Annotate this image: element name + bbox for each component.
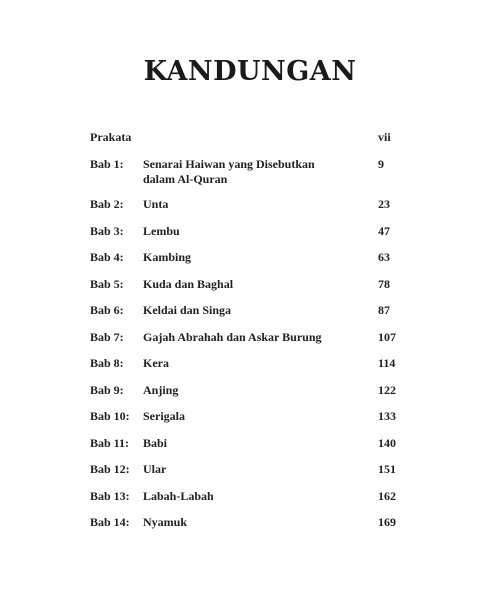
toc-entry-prakata[interactable] [90, 130, 410, 145]
toc-entry-title: Keldai dan Singa [143, 303, 232, 317]
toc-entry-title: Babi [143, 435, 168, 450]
toc-entry-page: 9 [378, 156, 384, 171]
toc-entry-bab-11[interactable] [90, 436, 410, 451]
toc-entry-page: 47 [378, 223, 390, 238]
toc-entry-label: Bab 4: [90, 250, 124, 264]
toc-entry-page: 140 [378, 435, 396, 450]
toc-entry-title: Anjing [143, 382, 179, 397]
toc-entry-label: Bab 1: [90, 156, 124, 171]
table-of-contents [90, 130, 410, 542]
toc-entry-title: Ular [143, 462, 167, 476]
toc-entry-bab-10[interactable] [90, 409, 410, 424]
toc-entry-title: Kuda dan Baghal [143, 276, 234, 291]
toc-entry-bab-8[interactable] [90, 356, 410, 371]
page-title: KANDUNGAN [143, 56, 357, 87]
toc-entry-label: Bab 12: [90, 462, 130, 476]
toc-entry-title: Labah-Labah [143, 488, 214, 503]
toc-entry-page: 151 [378, 462, 396, 476]
toc-entry-label: Bab 6: [90, 303, 124, 317]
toc-entry-label: Prakata [90, 130, 132, 144]
toc-entry-page: 169 [378, 515, 396, 529]
toc-entry-bab-3[interactable] [90, 224, 410, 239]
toc-entry-page: 87 [378, 303, 390, 317]
toc-entry-page: 162 [378, 488, 396, 503]
toc-entry-bab-1[interactable] [90, 157, 410, 187]
toc-entry-bab-13[interactable] [90, 489, 410, 504]
toc-entry-bab-14[interactable] [90, 515, 410, 530]
toc-entry-label: Bab 10: [90, 409, 130, 423]
toc-entry-title [143, 130, 343, 145]
toc-entry-page: 133 [378, 409, 396, 423]
toc-entry-title: Lembu [143, 223, 180, 238]
toc-entry-bab-9[interactable] [90, 383, 410, 398]
toc-entry-bab-6[interactable] [90, 303, 410, 318]
toc-entry-title: Kambing [143, 250, 192, 264]
toc-entry-title: Gajah Abrahah dan Askar Burung [143, 329, 322, 344]
toc-entry-title: Kera [143, 356, 169, 370]
toc-entry-label: Bab 7: [90, 329, 124, 344]
toc-entry-label: Bab 14: [90, 515, 130, 529]
toc-entry-bab-5[interactable] [90, 277, 410, 292]
toc-entry-label: Bab 9: [90, 382, 124, 397]
toc-entry-page: 122 [378, 382, 396, 397]
toc-entry-label: Bab 8: [90, 356, 124, 370]
toc-entry-page: 63 [378, 250, 390, 264]
toc-entry-title: Nyamuk [143, 515, 188, 529]
toc-entry-label: Bab 2: [90, 197, 124, 211]
toc-entry-bab-4[interactable] [90, 250, 410, 265]
toc-entry-title: Senarai Haiwan yang Disebutkan dalam Al-Quran [143, 156, 315, 186]
toc-entry-page: 114 [378, 356, 396, 370]
toc-entry-bab-2[interactable] [90, 197, 410, 212]
toc-entry-page: 78 [378, 276, 390, 291]
toc-entry-bab-7[interactable] [90, 330, 410, 345]
toc-entry-page: 107 [378, 329, 396, 344]
toc-entry-title: Unta [143, 197, 169, 211]
toc-entry-page: 23 [378, 197, 390, 211]
toc-entry-label: Bab 13: [90, 488, 130, 503]
toc-entry-bab-12[interactable] [90, 462, 410, 477]
toc-entry-label: Bab 3: [90, 223, 124, 238]
toc-entry-title: Serigala [143, 409, 185, 423]
toc-entry-label: Bab 5: [90, 276, 124, 291]
toc-entry-page: vii [378, 130, 391, 144]
toc-entry-label: Bab 11: [90, 435, 130, 450]
